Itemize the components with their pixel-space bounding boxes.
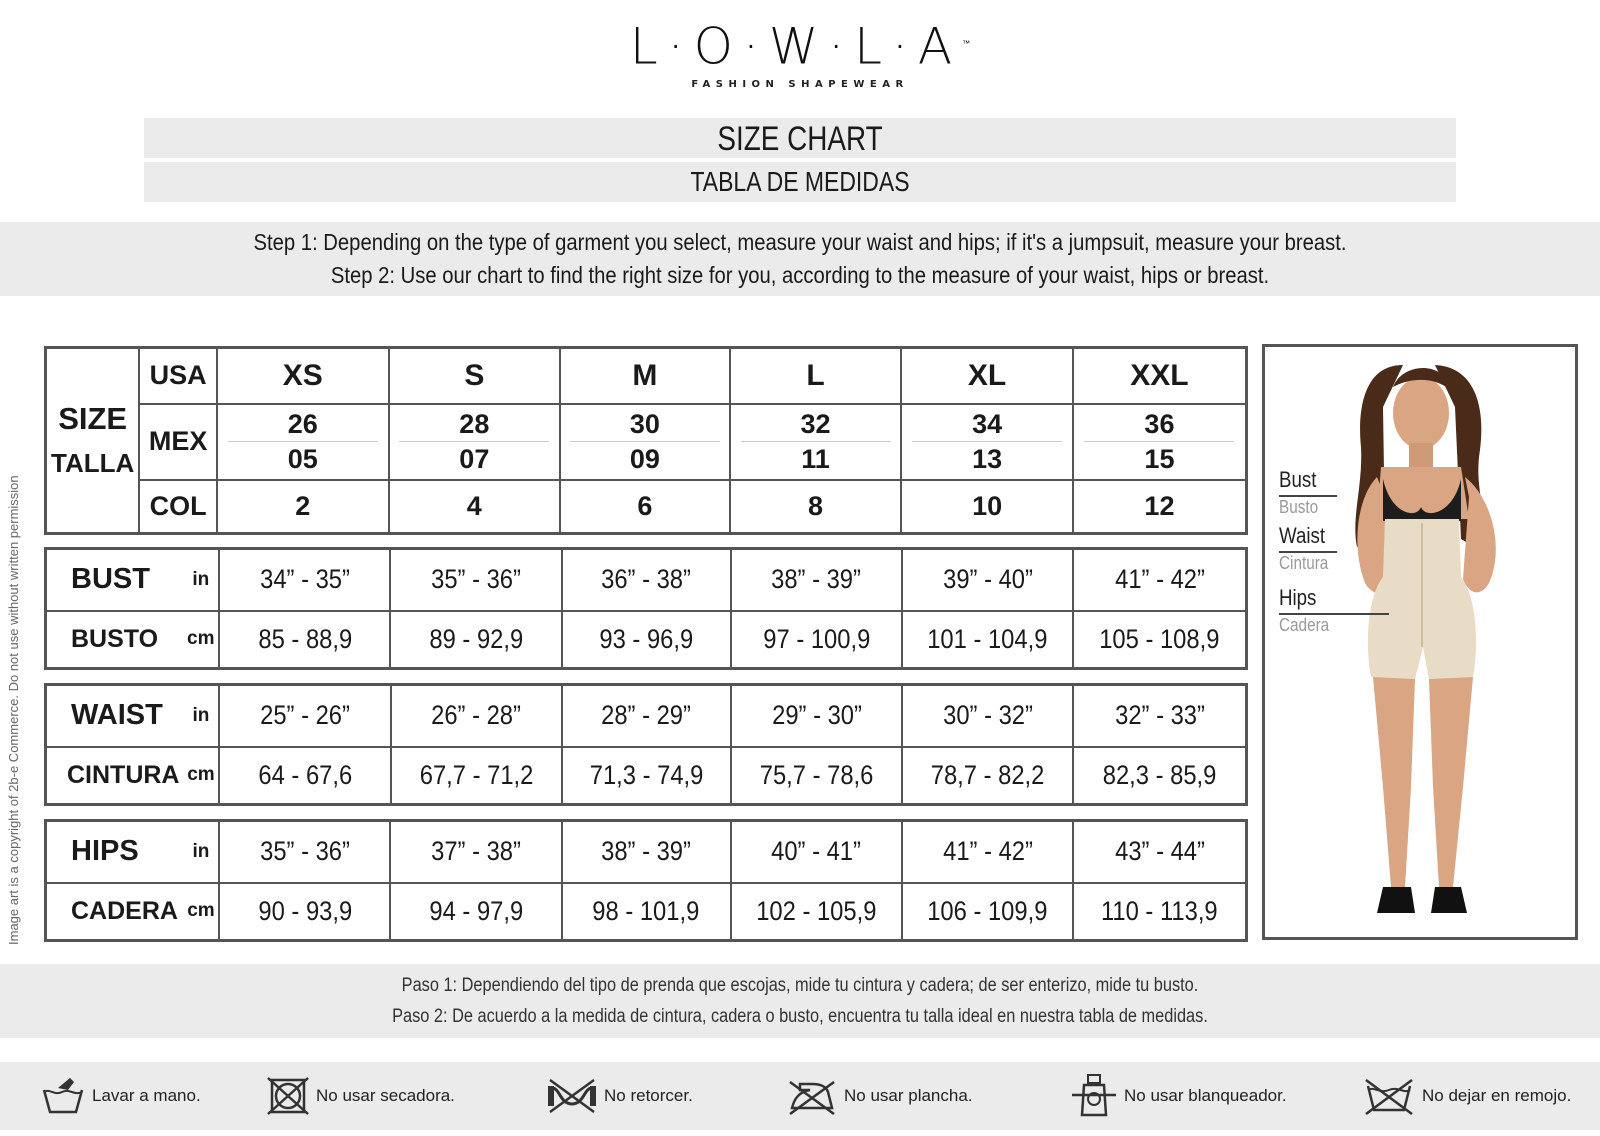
no-wring-icon bbox=[546, 1076, 598, 1116]
hips-cm-xs bbox=[219, 883, 390, 941]
bust-label-en: BUST bbox=[46, 549, 184, 611]
mex-value-b: 11 bbox=[801, 444, 830, 474]
size-col-xl: 10 bbox=[901, 480, 1073, 534]
brand-tagline: FASHION SHAPEWEAR bbox=[691, 78, 909, 90]
size-usa-s: S bbox=[389, 348, 561, 404]
hips-in-value: 40” - 41” bbox=[771, 836, 862, 867]
bust-cm-s bbox=[390, 611, 561, 669]
bust-in-value: 38” - 39” bbox=[771, 564, 862, 595]
hips-table bbox=[44, 819, 1248, 942]
bust-in-value: 36” - 38” bbox=[601, 564, 692, 595]
bust-in-m bbox=[562, 549, 731, 611]
model-figure bbox=[1265, 347, 1575, 937]
size-mex-s bbox=[389, 404, 561, 480]
waist-in-value: 28” - 29” bbox=[601, 700, 692, 731]
mex-value-b: 05 bbox=[287, 444, 318, 474]
bust-in-value: 35” - 36” bbox=[431, 564, 521, 595]
size-usa-l: L bbox=[730, 348, 902, 404]
bust-cm-xs bbox=[219, 611, 390, 669]
no-bleach-icon bbox=[1070, 1073, 1118, 1119]
model-figure-panel bbox=[1262, 344, 1578, 940]
bust-table bbox=[44, 547, 1248, 670]
waist-cm-l bbox=[731, 747, 902, 805]
hips-cm-value: 98 - 101,9 bbox=[592, 895, 700, 926]
size-col-xs: 2 bbox=[217, 480, 389, 534]
brand-logo bbox=[0, 14, 1600, 90]
waist-label-en: WAIST bbox=[46, 685, 184, 747]
step-2-en: Step 2: Use our chart to find the right size for you, according to the measure of your waist, hips or breast. bbox=[330, 262, 1270, 288]
model-label-busto: Busto bbox=[1279, 497, 1319, 517]
mex-value-a: 36 bbox=[1144, 409, 1175, 439]
waist-in-value: 25” - 26” bbox=[260, 700, 350, 731]
mex-value-a: 28 bbox=[459, 409, 490, 439]
waist-cm-m bbox=[562, 747, 731, 805]
unit-cm: cm bbox=[183, 611, 219, 669]
size-label-es: TALLA bbox=[51, 447, 135, 478]
waist-in-xxl bbox=[1073, 685, 1246, 747]
bust-cm-value: 101 - 104,9 bbox=[927, 623, 1048, 654]
size-label-cell bbox=[46, 348, 140, 534]
brand-trademark: ™ bbox=[962, 39, 971, 48]
care-label: No dejar en remojo. bbox=[1422, 1086, 1572, 1105]
unit-in: in bbox=[183, 821, 219, 883]
hips-cm-value: 90 - 93,9 bbox=[258, 895, 352, 926]
mex-value-a: 32 bbox=[800, 409, 831, 439]
care-no-wring bbox=[546, 1072, 693, 1120]
care-label: Lavar a mano. bbox=[92, 1086, 201, 1105]
model-label-hips: Hips bbox=[1279, 585, 1317, 610]
hips-in-value: 43” - 44” bbox=[1114, 836, 1205, 867]
no-iron-icon bbox=[786, 1076, 838, 1116]
size-label-en: SIZE bbox=[58, 400, 128, 436]
model-label-bust: Bust bbox=[1279, 467, 1317, 492]
no-tumble-dry-icon bbox=[266, 1076, 310, 1116]
waist-in-xl bbox=[902, 685, 1073, 747]
bust-cm-l bbox=[731, 611, 902, 669]
size-conversion-table bbox=[44, 346, 1248, 535]
care-no-iron bbox=[786, 1072, 973, 1120]
waist-cm-s bbox=[391, 747, 562, 805]
hips-in-s bbox=[390, 821, 561, 883]
bust-cm-value: 93 - 96,9 bbox=[599, 623, 693, 654]
mex-value-a: 26 bbox=[287, 409, 318, 439]
size-col-s: 4 bbox=[389, 480, 561, 534]
hips-in-value: 41” - 42” bbox=[942, 836, 1033, 867]
bust-cm-value: 89 - 92,9 bbox=[429, 623, 523, 654]
hips-cm-l bbox=[731, 883, 902, 941]
bust-cm-m bbox=[562, 611, 731, 669]
care-no-soak bbox=[1362, 1072, 1571, 1120]
care-label: No usar blanqueador. bbox=[1124, 1086, 1287, 1105]
bust-cm-value: 97 - 100,9 bbox=[762, 623, 870, 654]
hips-in-xl bbox=[902, 821, 1073, 883]
care-no-dryer bbox=[266, 1072, 455, 1120]
steps-spanish bbox=[0, 964, 1600, 1038]
bust-cm-xxl bbox=[1073, 611, 1246, 669]
unit-cm: cm bbox=[183, 747, 219, 805]
bust-in-value: 39” - 40” bbox=[942, 564, 1033, 595]
waist-in-l bbox=[731, 685, 902, 747]
step-1-en: Step 1: Depending on the type of garment you select, measure your waist and hips; if it's a jumpsuit, measure your breast. bbox=[253, 229, 1347, 255]
size-mex-xxl bbox=[1073, 404, 1247, 480]
hand-wash-icon bbox=[40, 1076, 86, 1116]
waist-in-s bbox=[391, 685, 562, 747]
hips-in-xxl bbox=[1073, 821, 1246, 883]
hips-in-l bbox=[731, 821, 902, 883]
bust-cm-xl bbox=[902, 611, 1073, 669]
hips-in-m bbox=[562, 821, 731, 883]
bust-cm-value: 105 - 108,9 bbox=[1099, 623, 1220, 654]
hips-in-value: 37” - 38” bbox=[431, 836, 521, 867]
size-mex-m bbox=[560, 404, 730, 480]
waist-cm-value: 78,7 - 82,2 bbox=[930, 759, 1045, 790]
hips-in-value: 35” - 36” bbox=[260, 836, 350, 867]
mex-value-a: 30 bbox=[629, 409, 660, 439]
row-label-mex: MEX bbox=[139, 404, 217, 480]
bust-in-xxl bbox=[1073, 549, 1246, 611]
waist-in-value: 30” - 32” bbox=[942, 700, 1033, 731]
page-title: SIZE CHART bbox=[144, 118, 1456, 158]
size-col-xxl: 12 bbox=[1073, 480, 1247, 534]
size-usa-xs: XS bbox=[217, 348, 389, 404]
waist-cm-value: 82,3 - 85,9 bbox=[1102, 759, 1217, 790]
no-soak-icon bbox=[1362, 1076, 1416, 1116]
bust-in-value: 41” - 42” bbox=[1114, 564, 1205, 595]
mex-value-b: 07 bbox=[459, 444, 490, 474]
hips-label-es: CADERA bbox=[46, 883, 184, 941]
waist-in-value: 29” - 30” bbox=[771, 700, 862, 731]
waist-cm-xs bbox=[219, 747, 390, 805]
hips-cm-xl bbox=[902, 883, 1073, 941]
brand-name: L·O·W·L·A bbox=[629, 17, 963, 76]
waist-cm-value: 71,3 - 74,9 bbox=[589, 759, 704, 790]
waist-table bbox=[44, 683, 1248, 806]
bust-in-xl bbox=[902, 549, 1073, 611]
hips-cm-value: 110 - 113,9 bbox=[1101, 895, 1218, 926]
hips-in-value: 38” - 39” bbox=[601, 836, 692, 867]
waist-in-value: 32” - 33” bbox=[1114, 700, 1205, 731]
bust-in-xs bbox=[219, 549, 390, 611]
model-label-cadera: Cadera bbox=[1279, 615, 1330, 635]
size-usa-xl: XL bbox=[901, 348, 1073, 404]
waist-cm-xl bbox=[902, 747, 1073, 805]
size-mex-xs bbox=[217, 404, 389, 480]
mex-value-a: 34 bbox=[972, 409, 1003, 439]
waist-cm-value: 64 - 67,6 bbox=[258, 759, 352, 790]
size-mex-l bbox=[730, 404, 902, 480]
model-label-waist: Waist bbox=[1279, 523, 1326, 548]
waist-label-es: CINTURA bbox=[46, 747, 184, 805]
step-1-es: Paso 1: Dependiendo del tipo de prenda que escojas, mide tu cintura y cadera; de ser enterizo, mide tu busto. bbox=[401, 975, 1199, 996]
hips-in-xs bbox=[219, 821, 390, 883]
care-label: No usar secadora. bbox=[316, 1086, 455, 1105]
waist-in-xs bbox=[219, 685, 390, 747]
mex-value-b: 15 bbox=[1144, 444, 1175, 474]
hips-cm-s bbox=[390, 883, 561, 941]
hips-cm-xxl bbox=[1073, 883, 1246, 941]
hips-cm-value: 102 - 105,9 bbox=[756, 895, 877, 926]
row-label-col: COL bbox=[139, 480, 217, 534]
bust-label-es: BUSTO bbox=[46, 611, 184, 669]
care-no-bleach bbox=[1070, 1072, 1287, 1120]
step-2-es: Paso 2: De acuerdo a la medida de cintura, cadera o busto, encuentra tu talla ideal en nuestra tabla de medidas. bbox=[392, 1006, 1208, 1027]
size-col-m: 6 bbox=[560, 480, 730, 534]
size-mex-xl bbox=[901, 404, 1073, 480]
waist-in-value: 26” - 28” bbox=[431, 700, 522, 731]
care-hand-wash bbox=[40, 1072, 201, 1120]
bust-in-l bbox=[731, 549, 902, 611]
waist-cm-value: 67,7 - 71,2 bbox=[419, 759, 533, 790]
page-subtitle: TABLA DE MEDIDAS bbox=[144, 162, 1456, 202]
row-label-usa: USA bbox=[139, 348, 217, 404]
size-usa-m: M bbox=[560, 348, 730, 404]
hips-cm-value: 94 - 97,9 bbox=[429, 895, 523, 926]
copyright-notice: Image art is a copyright of 2b-e Commerce. Do not use without written permission bbox=[6, 475, 21, 945]
mex-value-b: 09 bbox=[629, 444, 660, 474]
unit-in: in bbox=[183, 549, 219, 611]
bust-in-value: 34” - 35” bbox=[259, 564, 350, 595]
care-label: No retorcer. bbox=[604, 1086, 693, 1105]
hips-cm-m bbox=[562, 883, 731, 941]
steps-english bbox=[0, 222, 1600, 296]
bust-in-s bbox=[390, 549, 561, 611]
size-col-l: 8 bbox=[730, 480, 902, 534]
size-usa-xxl: XXL bbox=[1073, 348, 1247, 404]
waist-cm-value: 75,7 - 78,6 bbox=[759, 759, 874, 790]
waist-in-m bbox=[562, 685, 731, 747]
unit-in: in bbox=[183, 685, 219, 747]
hips-cm-value: 106 - 109,9 bbox=[927, 895, 1048, 926]
unit-cm: cm bbox=[183, 883, 219, 941]
hips-label-en: HIPS bbox=[46, 821, 184, 883]
waist-cm-xxl bbox=[1073, 747, 1246, 805]
bust-cm-value: 85 - 88,9 bbox=[257, 623, 352, 654]
mex-value-b: 13 bbox=[972, 444, 1003, 474]
care-label: No usar plancha. bbox=[844, 1086, 973, 1105]
model-label-cintura: Cintura bbox=[1279, 553, 1329, 573]
